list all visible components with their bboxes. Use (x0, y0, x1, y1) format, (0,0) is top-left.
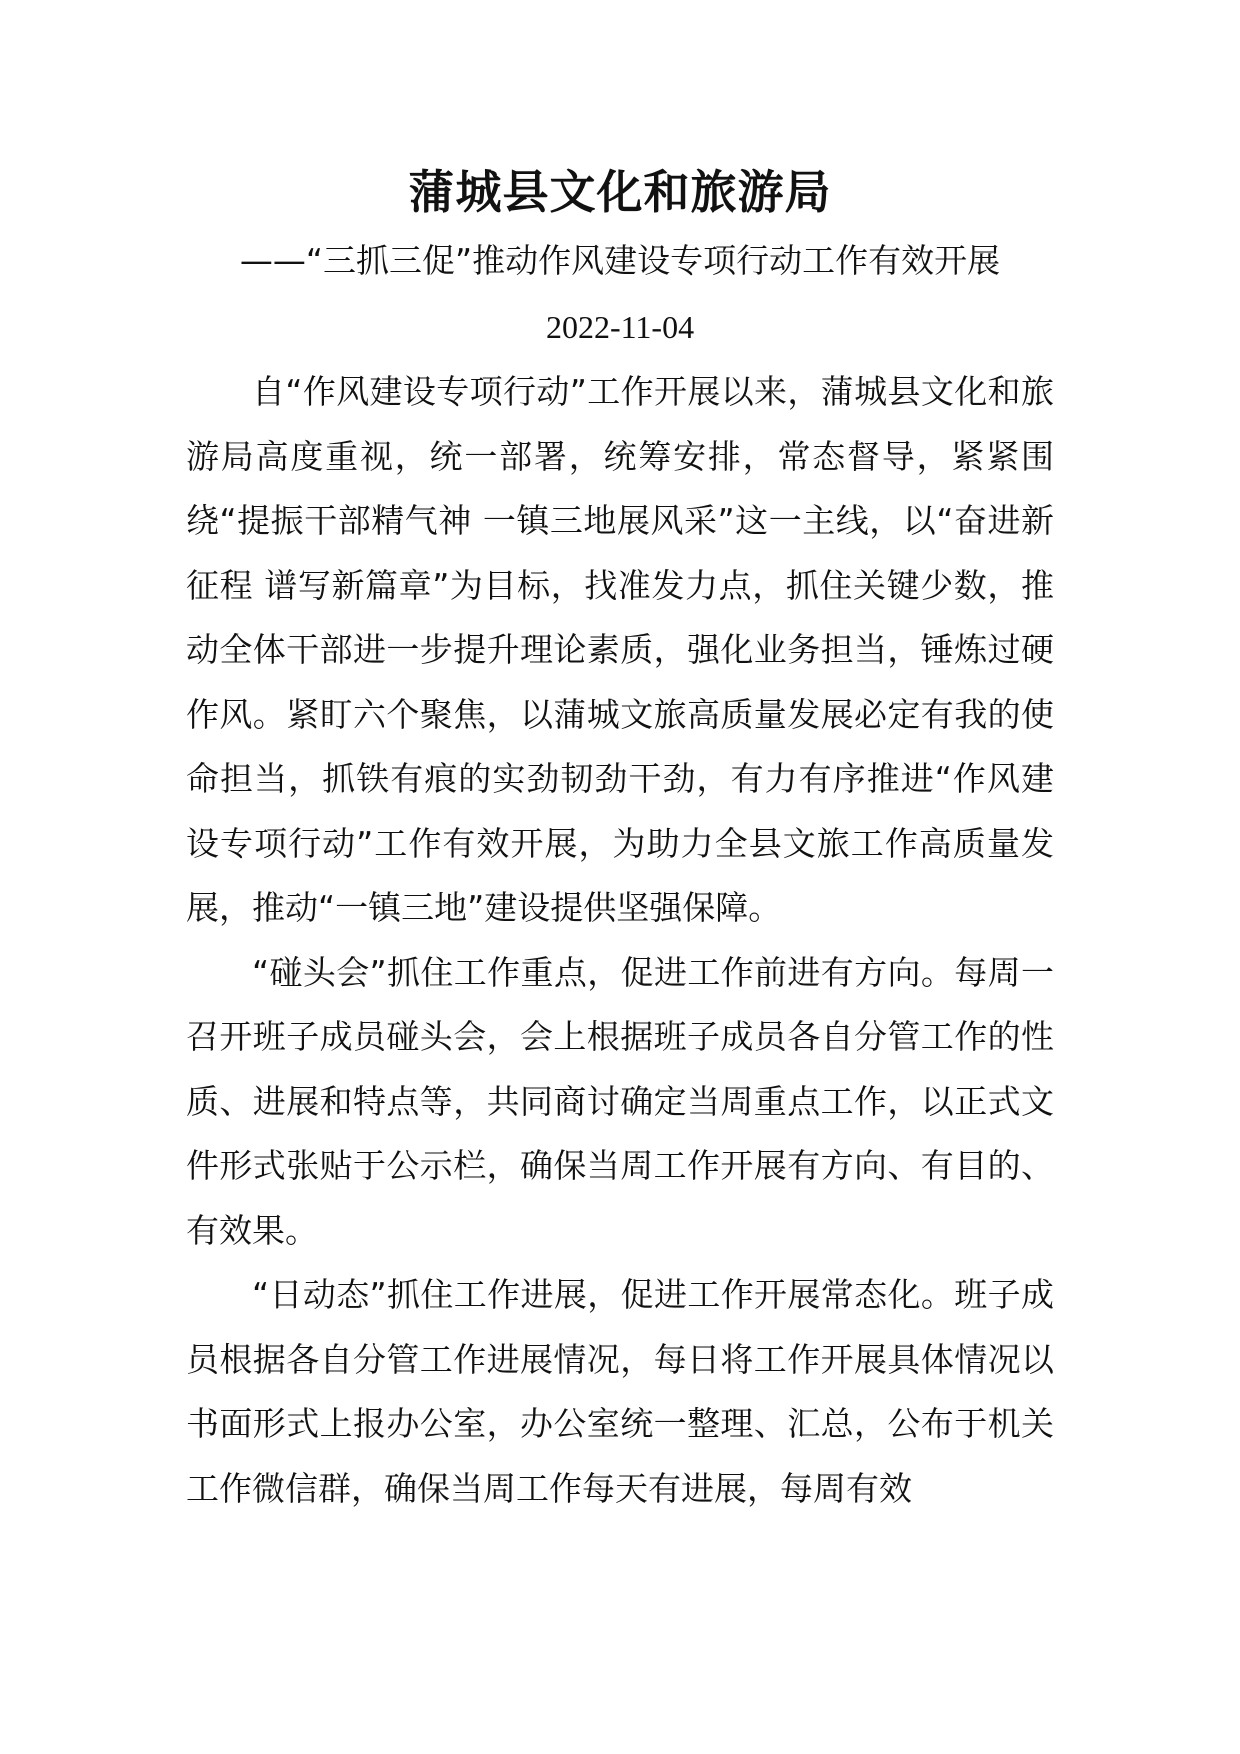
document-body (186, 360, 1054, 1521)
body-paragraph: “碰头会”抓住工作重点，促进工作前进有方向。每周一召开班子成员碰头会，会上根据班子成员各自分管工作的性质、进展和特点等，共同商讨确定当周重点工作，以正式文件形式张贴于公示栏，确保当周工作开展有方向、有目的、有效果。 (186, 952, 1054, 1250)
document-date: 2022-11-04 (545, 309, 695, 345)
body-paragraph: “日动态”抓住工作进展，促进工作开展常态化。班子成员根据各自分管工作进展情况，每日将工作开展具体情况以书面形式上报办公室，办公室统一整理、汇总，公布于机关工作微信群，确保当周工作每天有进展，每周有效 (186, 1275, 1054, 1508)
body-paragraph: 自“作风建设专项行动”工作开展以来，蒲城县文化和旅游局高度重视，统一部署，统筹安排，常态督导，紧紧围绕“提振干部精气神 一镇三地展风采”这一主线，以“奋进新征程 谱写新篇章”为目标，找准发力点，抓住关键少数，推动全体干部进一步提升理论素质，强化业务担当，锤炼过硬作风。紧盯六个聚焦，以蒲城文旅高质量发展必定有我的使命担当，抓铁有痕的实劲韧劲干劲，有力有序推进“作风建设专项行动”工作有效开展，为助力全县文旅工作高质量发展，推动“一镇三地”建设提供坚强保障。 (186, 372, 1054, 927)
document-subtitle: ——“三抓三促”推动作风建设专项行动工作有效开展 (239, 241, 1001, 280)
document-title: 蒲城县文化和旅游局 (408, 165, 832, 219)
